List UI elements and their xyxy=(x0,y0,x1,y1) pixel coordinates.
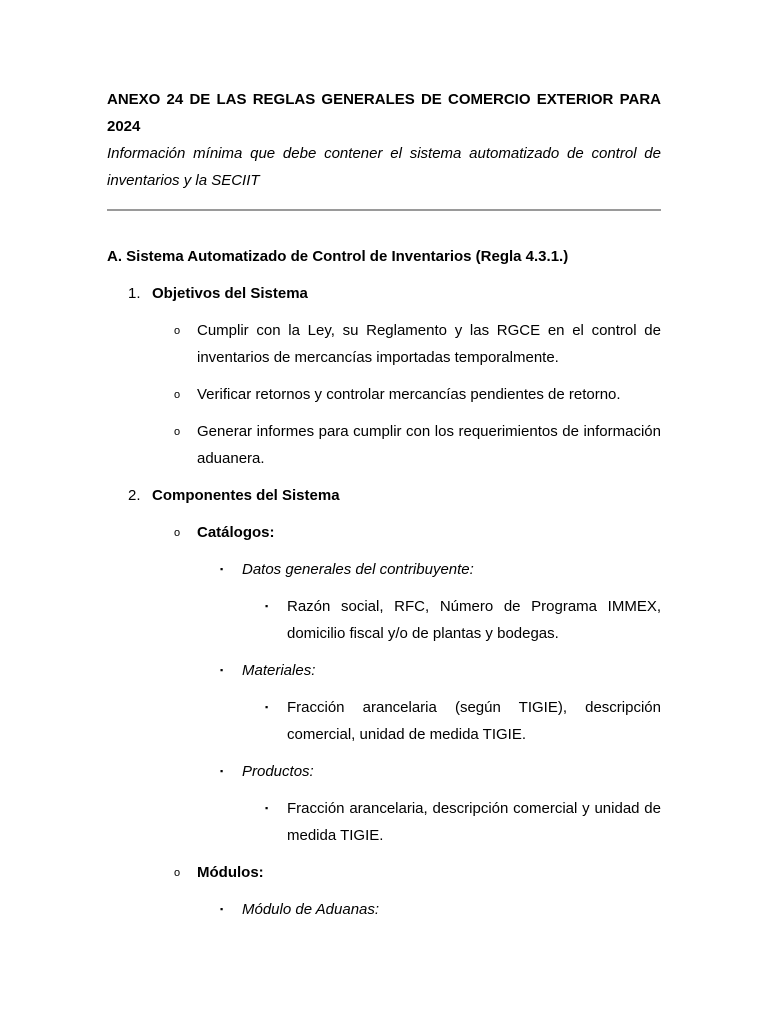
document-title: ANEXO 24 DE LAS REGLAS GENERALES DE COMERCIO EXTERIOR PARA 2024 xyxy=(107,91,661,135)
catalogo-detail-text: Fracción arancelaria, descripción comercial y unidad de medida TIGIE. xyxy=(287,800,661,844)
objetivos-heading: Objetivos del Sistema xyxy=(152,285,308,302)
catalogo-detail-text: Fracción arancelaria (según TIGIE), descripción comercial, unidad de medida TIGIE. xyxy=(287,699,661,743)
modulo-subitem-label: Módulo de Aduanas: xyxy=(242,901,380,918)
modulos-label: Módulos: xyxy=(197,864,264,881)
catalogo-detail xyxy=(107,593,661,647)
circle-bullet-icon: o xyxy=(174,426,181,438)
circle-bullet-icon: o xyxy=(174,325,181,337)
square-bullet-icon: ▪ xyxy=(220,766,224,776)
list-number: 1. xyxy=(128,285,141,302)
objetivo-text: Verificar retornos y controlar mercancías pendientes de retorno. xyxy=(197,386,621,403)
catalogo-subitem-label: Productos: xyxy=(242,763,314,780)
square-bullet-icon: ▪ xyxy=(265,803,269,813)
circle-bullet-icon: o xyxy=(174,389,181,401)
objetivo-text: Generar informes para cumplir con los requerimientos de información aduanera. xyxy=(197,423,661,467)
square-bullet-icon: ▪ xyxy=(220,665,224,675)
catalogo-subitem xyxy=(107,657,661,684)
catalogo-subitem xyxy=(107,556,661,583)
catalogo-detail xyxy=(107,694,661,748)
square-bullet-icon: ▪ xyxy=(220,904,224,914)
objetivo-item xyxy=(107,418,661,472)
catalogo-detail-text: Razón social, RFC, Número de Programa IMMEX, domicilio fiscal y/o de plantas y bodegas. xyxy=(287,598,661,642)
modulos-item xyxy=(107,859,661,886)
objetivo-item xyxy=(107,381,661,408)
square-bullet-icon: ▪ xyxy=(220,564,224,574)
modulo-subitem xyxy=(107,896,661,923)
catalogos-item xyxy=(107,519,661,546)
square-bullet-icon: ▪ xyxy=(265,702,269,712)
list-item-componentes xyxy=(107,482,661,509)
catalogos-label: Catálogos: xyxy=(197,524,275,541)
catalogo-subitem xyxy=(107,758,661,785)
horizontal-rule xyxy=(107,209,661,211)
list-number: 2. xyxy=(128,487,141,504)
catalogo-subitem-label: Datos generales del contribuyente: xyxy=(242,561,474,578)
list-item-objetivos xyxy=(107,280,661,307)
document-subtitle: Información mínima que debe contener el sistema automatizado de control de inventarios y la SECIIT xyxy=(107,145,661,189)
square-bullet-icon: ▪ xyxy=(265,601,269,611)
circle-bullet-icon: o xyxy=(174,527,181,539)
catalogo-detail xyxy=(107,795,661,849)
catalogo-subitem-label: Materiales: xyxy=(242,662,316,679)
section-a-heading: A. Sistema Automatizado de Control de Inventarios (Regla 4.3.1.) xyxy=(107,248,569,265)
circle-bullet-icon: o xyxy=(174,867,181,879)
objetivo-text: Cumplir con la Ley, su Reglamento y las RGCE en el control de inventarios de mercancías importadas temporalmente. xyxy=(197,322,661,366)
document-page xyxy=(107,86,661,923)
componentes-heading: Componentes del Sistema xyxy=(152,487,340,504)
objetivo-item xyxy=(107,317,661,371)
